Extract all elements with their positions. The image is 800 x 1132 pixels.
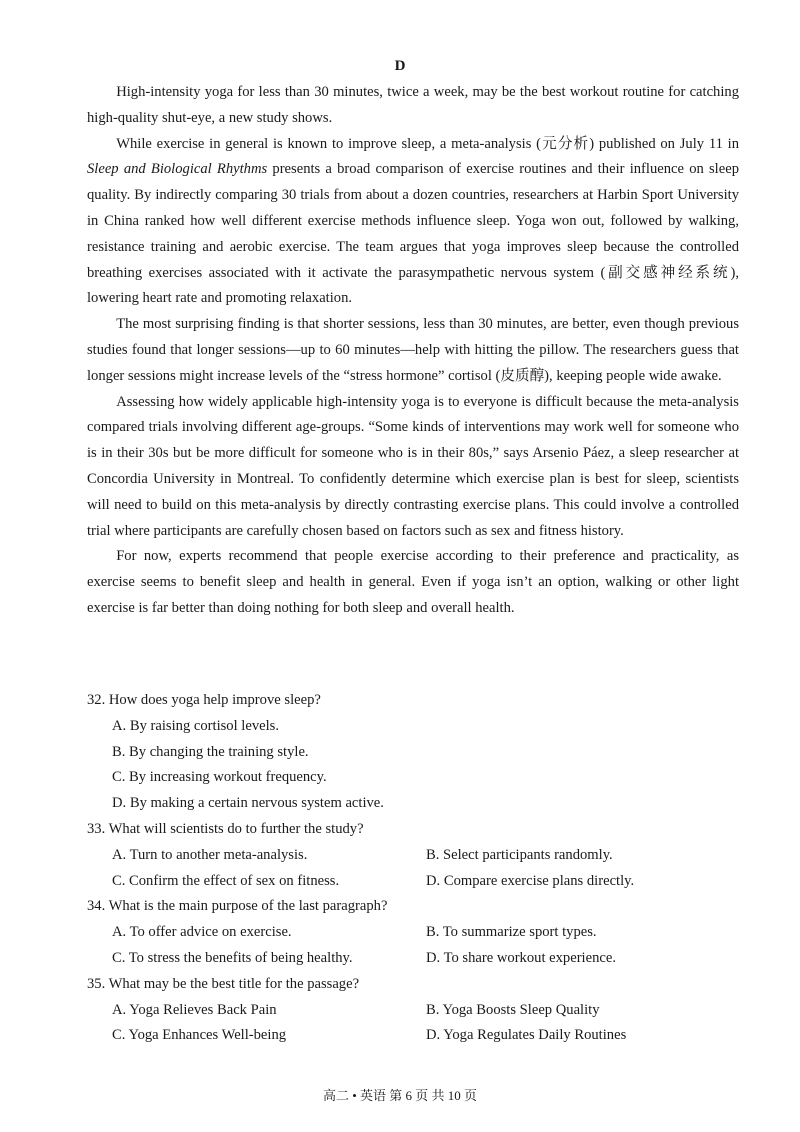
question-34-option-d: D. To share workout experience.	[426, 949, 616, 966]
question-34-option-c: C. To stress the benefits of being healthy.	[112, 949, 353, 966]
question-34	[87, 894, 739, 971]
section-letter: D	[394, 58, 406, 74]
question-list	[87, 688, 739, 1049]
reading-passage	[87, 80, 739, 622]
question-32-option-d: D. By making a certain nervous system active.	[112, 795, 384, 812]
paragraph-2-part-2: presents a broad comparison of exercise routines and their influence on sleep quality. By indirectly comparing 30 trials from about a dozen countries, researchers at Harbin Sport University in China ranked how well different exercise methods influence sleep. Yoga won out, followed by walking, resistance training and aerobic exercise. The team argues that yoga improves sleep because the controlled breathing exercises associated with it activate the parasympathetic nervous system (副交感神经系统), lowering heart rate and promoting relaxation.	[87, 161, 739, 307]
question-33-option-a: A. Turn to another meta-analysis.	[112, 846, 308, 863]
question-32-stem: 32. How does yoga help improve sleep?	[87, 692, 321, 708]
passage-paragraph-2	[87, 132, 739, 313]
question-32	[87, 688, 739, 817]
question-34-option-b: B. To summarize sport types.	[426, 924, 597, 941]
passage-paragraph-1: High-intensity yoga for less than 30 minutes, twice a week, may be the best workout routine for catching high-quality shut-eye, a new study shows.	[87, 84, 739, 126]
question-33-options-row-2	[87, 869, 739, 895]
question-35-option-c: C. Yoga Enhances Well-being	[112, 1027, 287, 1044]
passage-paragraph-4: Assessing how widely applicable high-intensity yoga is to everyone is difficult because the meta-analysis compared trials involving different age-groups. “Some kinds of interventions may work well for someone who is in their 30s but be more difficult for someone who is in their 80s,” says Arsenio Páez, a sleep researcher at Concordia University in Montreal. To confidently determine which exercise plan is best for sleep, scientists will need to build on this meta-analysis by directly contrasting exercise plans. This could involve a controlled trial where participants are carefully chosen based on factors such as sex and fitness history.	[87, 393, 739, 539]
question-34-stem: 34. What is the main purpose of the last paragraph?	[87, 898, 388, 915]
question-32-option-c: C. By increasing workout frequency.	[112, 769, 327, 786]
question-33-options-row-1	[87, 843, 739, 869]
question-35-option-a: A. Yoga Relieves Back Pain	[112, 1001, 277, 1018]
question-35	[87, 972, 739, 1049]
paragraph-2-part-1: While exercise in general is known to improve sleep, a meta-analysis (元分析) published on July 11 in	[116, 135, 739, 152]
question-35-options-row-1	[87, 998, 739, 1024]
question-35-options-row-2	[87, 1023, 739, 1049]
question-35-option-d: D. Yoga Regulates Daily Routines	[426, 1027, 627, 1044]
question-33-stem: 33. What will scientists do to further the study?	[87, 820, 364, 837]
question-33-option-c: C. Confirm the effect of sex on fitness.	[112, 872, 340, 889]
page-footer: 高二 • 英语 第 6 页 共 10 页	[322, 1088, 478, 1103]
question-32-option-b: B. By changing the training style.	[112, 743, 309, 760]
question-34-option-a: A. To offer advice on exercise.	[112, 924, 292, 941]
question-35-stem: 35. What may be the best title for the passage?	[87, 975, 360, 992]
question-32-option-a: A. By raising cortisol levels.	[112, 717, 279, 734]
passage-paragraph-3: The most surprising finding is that shorter sessions, less than 30 minutes, are better, even though previous studies found that longer sessions—up to 60 minutes—help with hitting the pillow. The researchers guess that longer sessions might increase levels of the “stress hormone” cortisol (皮质醇), keeping people wide awake.	[87, 316, 739, 384]
question-34-options-row-1	[87, 920, 739, 946]
question-34-options-row-2	[87, 946, 739, 972]
question-33-option-b: B. Select participants randomly.	[426, 846, 613, 863]
question-33	[87, 817, 739, 894]
question-33-option-d: D. Compare exercise plans directly.	[426, 872, 635, 889]
question-35-option-b: B. Yoga Boosts Sleep Quality	[426, 1001, 600, 1018]
passage-paragraph-5: For now, experts recommend that people exercise according to their preference and practicality, as exercise seems to benefit sleep and health in general. Even if yoga isn’t an option, walking or other light exercise is far better than doing nothing for both sleep and overall health.	[87, 548, 739, 616]
journal-title: Sleep and Biological Rhythms	[87, 161, 268, 178]
